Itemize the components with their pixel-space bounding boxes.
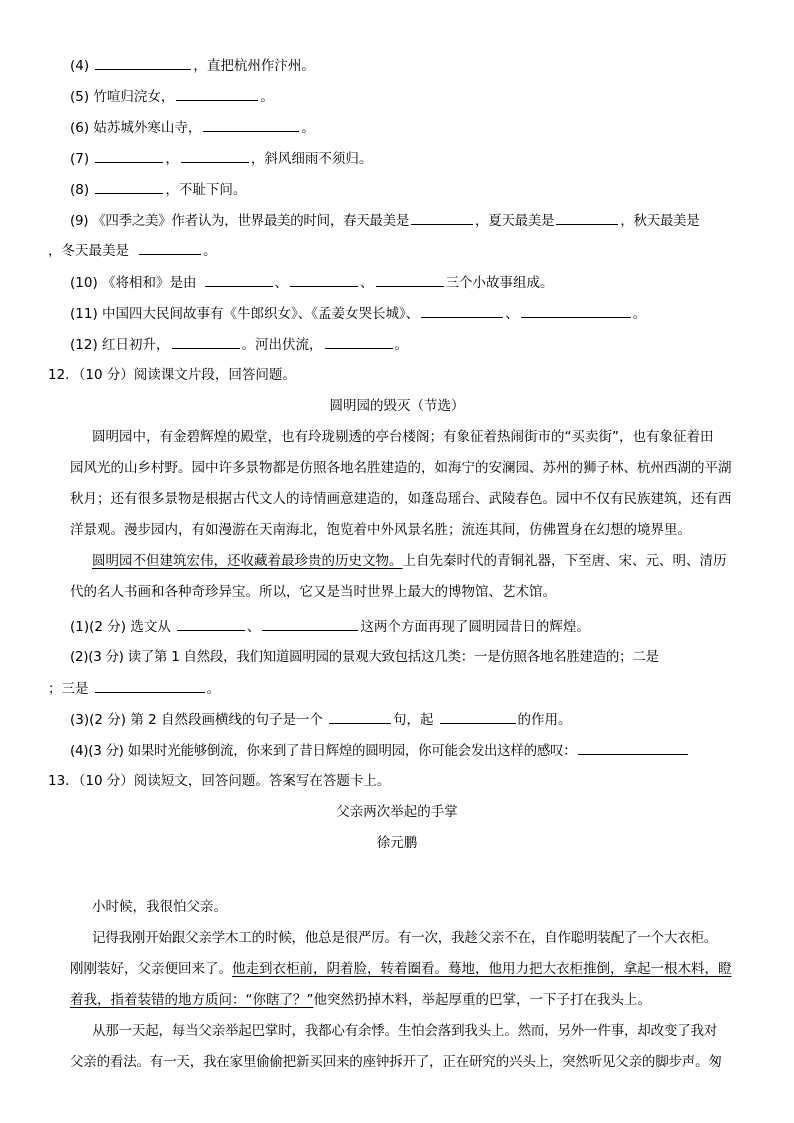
- item-number: (11): [70, 306, 98, 322]
- item-text: 选文从: [130, 619, 171, 635]
- answer-blank[interactable]: [325, 334, 393, 349]
- fill-item-4: [70, 55, 746, 76]
- item-text: 。: [260, 89, 274, 105]
- passage-paragraph-line: 圆明园中，有金碧辉煌的殿堂，也有玲珑剔透的亭台楼阁；有象征着热闹街市的“买卖街”，也有象征着田: [92, 429, 714, 445]
- points: (2 分): [89, 712, 127, 728]
- sub-question-2: [70, 647, 746, 667]
- item-text: 如果时光能够倒流，你来到了昔日辉煌的圆明园，你可能会发出这样的感叹：: [127, 743, 577, 759]
- item-number: (7): [70, 151, 90, 167]
- answer-blank[interactable]: [440, 709, 516, 724]
- fill-item-5: [70, 86, 746, 107]
- item-text: ，冬天最美是: [48, 243, 129, 259]
- item-text: 、: [246, 619, 261, 635]
- fill-item-10: [70, 272, 746, 293]
- points: (2 分): [89, 619, 127, 635]
- item-number: (5): [70, 89, 90, 105]
- answer-blank[interactable]: [181, 148, 249, 163]
- passage-paragraph-line: 洋景观。漫步园内，有如漫游在天南海北，饱览着中外风景名胜；流连其间，仿佛置身在幻想的境界里。: [70, 522, 691, 538]
- underlined-sentence: 着我，指着装错的地方质问：“你瞎了？”: [70, 992, 314, 1008]
- passage-title: 圆明园的毁灭（节选）: [329, 398, 465, 414]
- item-text: ，不耻下问。: [165, 182, 247, 198]
- item-text: 姑苏城外寒山寺，: [93, 120, 202, 136]
- answer-blank[interactable]: [521, 303, 631, 318]
- passage-paragraph-line: 代的名人书画和各种奇珍异宝。所以，它又是当时世界上最大的博物馆、艺术馆。: [70, 584, 556, 600]
- fill-item-7: [70, 148, 746, 169]
- answer-blank[interactable]: [329, 709, 391, 724]
- item-number: (4): [70, 58, 90, 74]
- item-text: 读了第 1 自然段，我们知道圆明园的景观大致包括这几类：一是仿照各地名胜建造的；二是: [127, 649, 659, 665]
- passage-paragraph-line: 园风光的山乡村野。园中许多景物都是仿照各地名胜建造的，如海宁的安澜园、苏州的狮子林、杭州西湖的平湖: [70, 460, 732, 476]
- item-number: (12): [70, 337, 98, 353]
- passage-title: 父亲两次举起的手掌: [336, 804, 458, 820]
- answer-blank[interactable]: [176, 86, 258, 101]
- passage-text: 上自先秦时代的青铜礼器，下至唐、宋、元、明、清历: [402, 553, 727, 569]
- answer-blank[interactable]: [290, 272, 358, 287]
- answer-blank[interactable]: [95, 148, 163, 163]
- passage-paragraph-line: 从那一天起，每当父亲举起巴掌时，我都心有余悸。生怕会落到我头上。然而，另外一件事，却改变了我对: [92, 1023, 718, 1039]
- passage-paragraph-line: [70, 990, 746, 1010]
- fill-item-11: [70, 303, 746, 324]
- passage-paragraph-line: [92, 551, 746, 571]
- item-text: 。: [206, 681, 220, 697]
- item-text: ；三是: [48, 681, 89, 697]
- item-number: (9): [70, 213, 89, 229]
- item-text: 红日初升，: [102, 337, 170, 353]
- question-13-heading: 13．（10 分）阅读短文，回答问题。答案写在答题卡上。: [48, 773, 391, 789]
- item-text: ，直把杭州作汴州。: [193, 58, 315, 74]
- passage-text: 他突然扔掉木料，举起厚重的巴掌，一下子打在我头上。: [313, 992, 651, 1008]
- answer-blank[interactable]: [262, 616, 358, 631]
- answer-blank[interactable]: [95, 179, 163, 194]
- passage-paragraph-line: [70, 959, 746, 979]
- item-text: ，秋天最美是: [620, 213, 700, 229]
- item-text: 。: [394, 337, 409, 353]
- answer-blank[interactable]: [376, 272, 444, 287]
- item-text: 这两个方面再现了圆明园昔日的辉煌。: [360, 619, 590, 635]
- fill-item-12: [70, 334, 746, 355]
- item-number: (2): [70, 649, 89, 665]
- item-text: 。: [203, 243, 217, 259]
- item-text: 三个小故事组成。: [445, 275, 554, 291]
- item-text: ，斜风细雨不须归。: [250, 151, 373, 167]
- item-number: (3): [70, 712, 90, 728]
- item-text: 的作用。: [517, 712, 572, 728]
- item-number: (8): [70, 182, 90, 198]
- points: (3 分): [88, 649, 124, 665]
- item-number: (4): [70, 743, 89, 759]
- item-text: ，: [165, 151, 179, 167]
- sub-question-4: [70, 740, 746, 761]
- passage-paragraph-line: 父亲的看法。有一天，我在家里偷偷把新买回来的座钟拆开了，正在研究的兴头上，突然听见父亲的脚步声。匆: [70, 1054, 722, 1070]
- passage-paragraph-line: 记得我刚开始跟父亲学木工的时候，他总是很严厉。有一次，我趁父亲不在，自作聪明装配了一个大衣柜。: [92, 930, 718, 946]
- item-text: 第 2 自然段画横线的句子是一个: [130, 712, 324, 728]
- item-text: 中国四大民间故事有《牛郎织女》、《孟姜女哭长城》、: [102, 306, 420, 322]
- answer-blank[interactable]: [205, 272, 273, 287]
- answer-blank[interactable]: [172, 334, 240, 349]
- points: (3 分): [88, 743, 124, 759]
- underlined-sentence: 他走到衣柜前，阴着脸，转着圈看。蓦地，他用力把大衣柜推倒，拿起一根木料，瞪: [232, 961, 732, 977]
- question-12-heading: 12．（10 分）阅读课文片段，回答问题。: [48, 367, 296, 383]
- item-text: 。: [632, 306, 647, 322]
- item-number: (10): [70, 275, 98, 291]
- passage-paragraph-line: 小时候，我很怕父亲。: [92, 899, 227, 915]
- answer-blank[interactable]: [95, 55, 191, 70]
- item-text: 竹喧归浣女，: [93, 89, 175, 105]
- fill-item-6: [70, 117, 746, 138]
- item-number: (1): [70, 619, 90, 635]
- fill-item-9: [70, 210, 746, 231]
- item-text: ，夏天最美是: [475, 213, 555, 229]
- item-text: 《将相和》是由: [102, 275, 197, 291]
- answer-blank[interactable]: [203, 117, 299, 132]
- answer-blank[interactable]: [95, 678, 205, 693]
- fill-item-9-cont: [48, 240, 746, 261]
- answer-blank[interactable]: [556, 210, 618, 225]
- sub-question-1: [70, 616, 746, 637]
- item-number: (6): [70, 120, 90, 136]
- item-text: 。: [301, 120, 315, 136]
- item-text: 、: [274, 275, 289, 291]
- item-text: 。河出伏流，: [241, 337, 323, 353]
- item-text: 、: [505, 306, 519, 322]
- answer-blank[interactable]: [421, 303, 503, 318]
- sub-question-2-cont: [48, 678, 746, 699]
- answer-blank[interactable]: [139, 240, 201, 255]
- item-text: 《四季之美》作者认为，世界最美的时间，春天最美是: [92, 213, 410, 229]
- passage-text: 刚刚装好，父亲便回来了。: [70, 961, 232, 977]
- passage-paragraph-line: 秋月；还有很多景物是根据古代文人的诗情画意建造的，如蓬岛瑶台、武陵春色。园中不仅有民族建筑，还有西: [70, 491, 732, 507]
- passage-author: 徐元鹏: [376, 835, 418, 851]
- underlined-sentence: 圆明园不但建筑宏伟，还收藏着最珍贵的历史文物。: [92, 553, 403, 569]
- answer-blank[interactable]: [578, 740, 688, 755]
- answer-blank[interactable]: [177, 616, 245, 631]
- item-text: 句，起: [393, 712, 434, 728]
- fill-item-8: [70, 179, 746, 200]
- answer-blank[interactable]: [411, 210, 473, 225]
- sub-question-3: [70, 709, 746, 730]
- item-text: 、: [360, 275, 374, 291]
